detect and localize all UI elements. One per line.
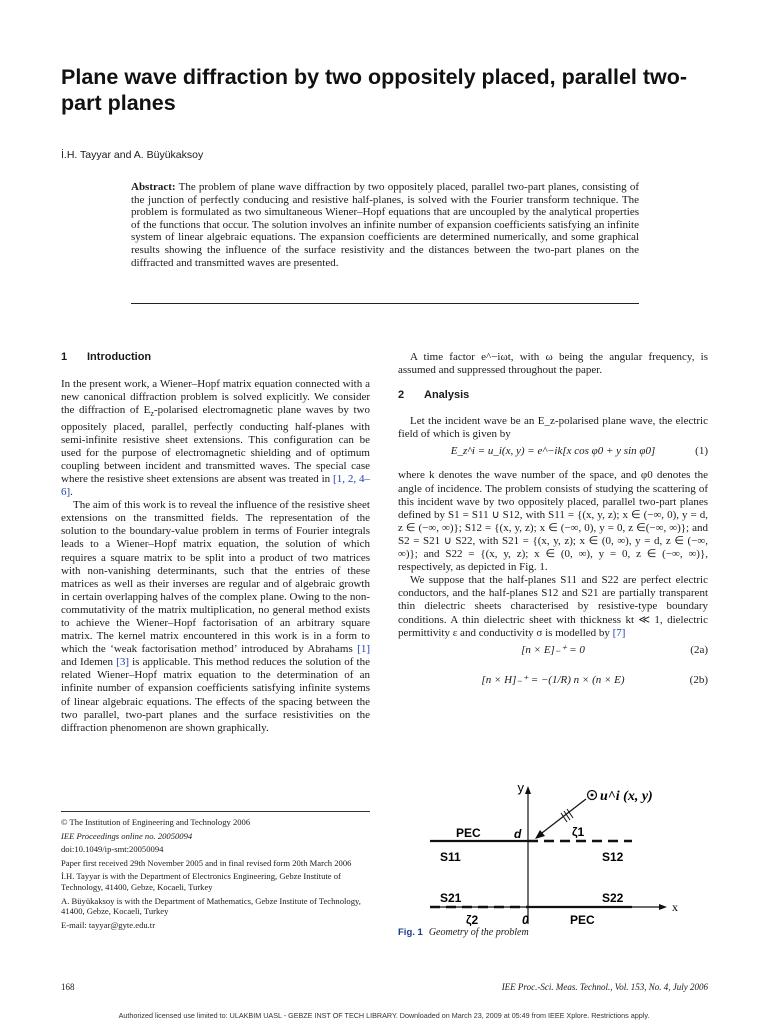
footnote-affiliation-2: A. Büyükaksoy is with the Department of Mathematics, Gebze Institute of Technology, 41400, Gebze, Kocaeli, Turkey — [61, 895, 361, 917]
s12-label: S12 — [602, 850, 624, 864]
pec-top-label: PEC — [456, 826, 481, 840]
journal-citation: IEE Proc.-Sci. Meas. Technol., Vol. 153, No. 4, July 2006 — [501, 982, 708, 992]
suppose-text: We suppose that the half-planes S11 and S22 are perfect electric conductors, and the half-planes S12 and S21 are partially transparent thin dielectric sheets characterised by resistive-type boundary conditions. A thin dielectric sheet with thickness kt ≪ 1, dielectric permittivity ε and conductivity σ is modelled by — [398, 574, 708, 639]
y-axis-arrow-icon — [525, 786, 531, 794]
left-column — [61, 351, 370, 735]
intro-p2-text-mid: and Idemen — [61, 656, 117, 669]
equation-1-tag: (1) — [695, 445, 708, 458]
citation-link[interactable]: [3] — [116, 656, 129, 669]
s21-label: S21 — [440, 891, 462, 905]
d-label: d — [514, 827, 522, 841]
intro-paragraph-2 — [61, 499, 370, 735]
figure-caption-text: Geometry of the problem — [428, 927, 529, 938]
zeta1-label: ζ1 — [572, 825, 585, 839]
section-2-heading — [398, 389, 708, 402]
y-axis-label: y — [517, 780, 524, 795]
figure-caption — [398, 927, 529, 938]
abstract-label: Abstract: — [131, 181, 176, 193]
footnote-affiliation-1: İ.H. Tayyar is with the Department of Electronics Engineering, Gebze Institute of Technology, 41400, Gebze, Kocaeli, Turkey — [61, 871, 341, 892]
incident-paragraph: Let the incident wave be an E_z-polarised plane wave, the electric field of which is given by — [398, 415, 708, 441]
intro-p2-text-b: is applicable. This method reduces the solution of the related Wiener–Hopf matrix equation to the determination of an infinite number of expansion coefficients satisfying infinite systems of linear algebraic equations. The effects of the spacing between the two parallel, two-part planes and the surface resistivities on the diffraction phenomenon are shown graphically. — [61, 656, 370, 734]
geometry-figure — [420, 778, 710, 928]
citation-link[interactable]: [1] — [357, 643, 370, 656]
source-dot-icon — [591, 794, 594, 797]
equation-2b-tag: (2b) — [689, 673, 708, 686]
abstract-text: The problem of plane wave diffraction by two oppositely placed, parallel two-part planes, consisting of the junction of perfectly conducing and resistive half-planes, is solved with the Fourier transform technique. The problem is formulated as two simultaneous Wiener–Hopf equations that are uncoupled by the analytical properties of the functions that occur. The solution involves an infinite number of expansion coefficients satisfying an infinite system of linear algebraic equations. The expansion coefficients are determined numerically, and some graphical results showing the influence of the surface resistivity and the distances between the two-part planes on the diffracted and transmitted waves are presented. — [131, 181, 639, 269]
section-2-title: Analysis — [424, 389, 470, 402]
equation-2b — [398, 674, 708, 694]
equation-1-expression: E_z^i = u_i(x, y) = e^−ik[x cos φ0 + y sin φ0] — [450, 445, 656, 458]
footnote-online: IEE Proceedings online no. 20050094 — [61, 830, 193, 841]
footnote-doi: doi:10.1049/ip-smt:20050094 — [61, 844, 164, 855]
paper-title: Plane wave diffraction by two oppositely placed, parallel two-part planes — [61, 65, 688, 115]
footnote-copyright: © The Institution of Engineering and Technology 2006 — [61, 817, 251, 827]
license-notice: Authorized licensed use limited to: ULAKBIM UASL - GEBZE INST OF TECH LIBRARY. Downloaded on March 23, 2009 at 05:49 from IEEE Xplore. Restrictions apply. — [118, 1011, 650, 1020]
intro-p1-text-a: In the present work, a Wiener–Hopf matrix equation connected with a new canonical diffraction problem is solved explicitly. We consider the diffraction of E — [61, 378, 370, 417]
origin-label: 0 — [522, 913, 529, 927]
abstract-divider — [131, 303, 639, 304]
footnote-received: Paper first received 29th November 2005 and in final revised form 20th March 2006 — [61, 857, 352, 868]
page-number: 168 — [61, 982, 75, 992]
s11-label: S11 — [440, 850, 461, 864]
intro-p1-subscript: z — [150, 409, 154, 419]
x-axis-label: x — [672, 900, 678, 914]
citation-link[interactable]: [7] — [612, 626, 626, 639]
time-factor-paragraph: A time factor e^−iωt, with ω being the angular frequency, is assumed and suppressed throughout the paper. — [398, 351, 708, 377]
citation-link[interactable]: [1, 2, 4–6] — [61, 472, 370, 499]
section-1-title: Introduction — [87, 351, 152, 363]
footnote-divider — [61, 811, 370, 812]
footnotes — [61, 817, 370, 933]
intro-p1-end: . — [70, 486, 73, 499]
equation-2a-expression: [n × E]₋⁺ = 0 — [521, 643, 585, 656]
footnote-email: E-mail: tayyar@gyte.edu.tr — [61, 919, 156, 930]
abstract — [131, 181, 639, 269]
right-column — [398, 351, 708, 698]
equation-2a — [398, 644, 708, 664]
intro-paragraph-1 — [61, 378, 370, 499]
equation-2a-tag: (2a) — [690, 643, 708, 656]
equation-1 — [398, 445, 708, 465]
intro-p1-text-b: -polarised electromagnetic plane waves by two oppositely placed, parallel, perfectly conducting half-planes with semi-infinite resistive sheet extensions. This configuration can be used for the purpose of electromagnetic shielding and of optimum coupling between incident and transmitted waves. The special case where the resistive sheet extensions are absent was treated in — [61, 404, 370, 485]
where-paragraph: where k denotes the wave number of the space, and φ0 denotes the angle of incidence. The problem consists of studying the scattering of this incident wave by two oppositely placed, parallel two-part planes defined by S1 = S11 ∪ S12, with S11 = {(x, y, z); x ∈ (−∞, 0), y = d, z ∈ (−∞, ∞)}; S12 = {(x, y, z); x ∈ (−∞, 0), y = 0, z ∈(−∞, ∞)}; and S2 = S21 ∪ S22, with S21 = {(x, y, z); x ∈ (0, ∞), y = d, z ∈ (−∞, ∞)}; and S22 = {(x, y, z); x ∈ (0, ∞), y = 0, z ∈ (−∞, ∞)}, respectively, as depicted in Fig. 1. — [398, 469, 708, 574]
authors: İ.H. Tayyar and A. Büyükaksoy — [61, 149, 204, 161]
intro-p2-text-a: The aim of this work is to reveal the influence of the resistive sheet extensions on the transmitted fields. The representation of the solution to the boundary-value problem in terms of Fourier integrals leads to a Wiener–Hopf matrix equation, the solution of which requires a square matrix to be split into a product of two matrices with non-vanishing determinants, such that the entries of these matrices as well as their inverses are regular and of algebraic growth in certain overlapping halves of the complex plane. Owing to the non-commutativity of the matrix multiplication, no general method exists to achieve the Wiener–Hopf factorisation of an arbitrary square matrix. The kernel matrix encountered in this work is in a form to which the ‘weak factorisation method’ introduced by Abrahams — [61, 499, 370, 656]
section-2-number: 2 — [398, 389, 405, 402]
s22-label: S22 — [602, 891, 624, 905]
x-axis-arrow-icon — [659, 904, 667, 910]
equation-2b-expression: [n × H]₋⁺ = −(1/R) n × (n × E) — [481, 673, 625, 686]
section-1-heading — [61, 351, 370, 364]
incident-wave-label: u^i (x, y) — [600, 789, 653, 804]
figure-caption-label: Fig. 1 — [398, 927, 423, 938]
zeta2-label: ζ2 — [466, 913, 479, 927]
pec-bottom-label: PEC — [570, 913, 595, 927]
section-1-number: 1 — [61, 351, 68, 363]
suppose-paragraph — [398, 574, 708, 639]
